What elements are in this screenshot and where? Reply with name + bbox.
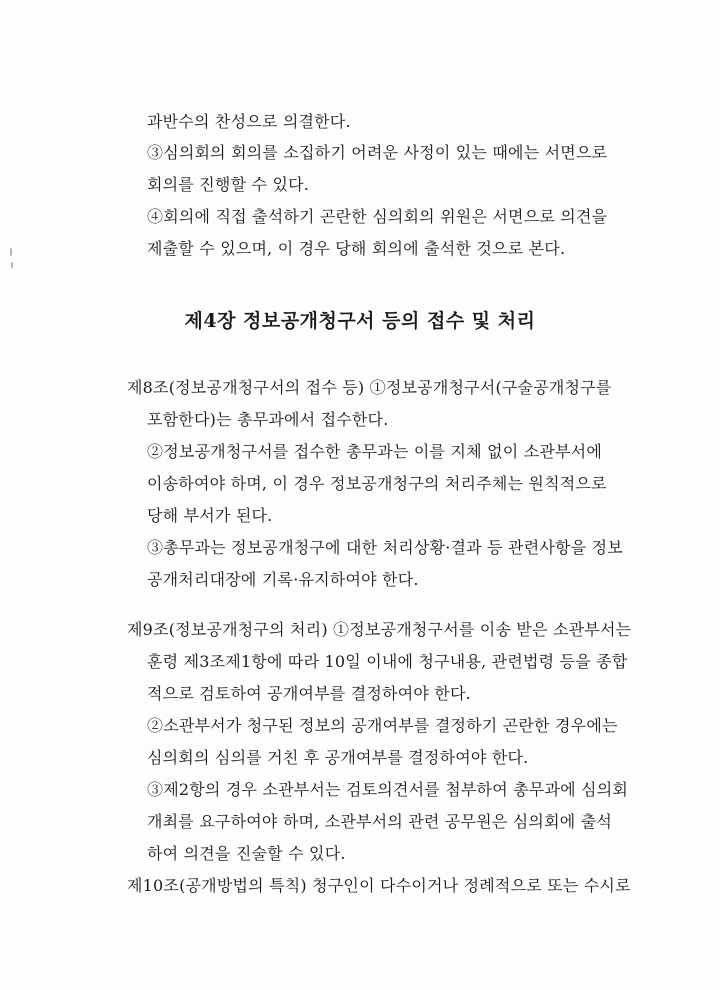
article-8-line: ②정보공개청구서를 접수한 총무과는 이를 지체 없이 소관부서에 bbox=[147, 442, 602, 461]
article-9-line: 적으로 검토하여 공개여부를 결정하여야 한다. bbox=[147, 684, 471, 703]
article-10-line: 제10조(공개방법의 특칙) 청구인이 다수이거나 정례적으로 또는 수시로 bbox=[127, 876, 631, 895]
text-line: 제출할 수 있으며, 이 경우 당해 회의에 출석한 것으로 본다. bbox=[147, 239, 566, 258]
text-line: ④회의에 직접 출석하기 곤란한 심의회의 위원은 서면으로 의견을 bbox=[147, 207, 608, 226]
article-8-line: 포함한다)는 총무과에서 접수한다. bbox=[147, 410, 389, 429]
article-9-line: 하여 의견을 진술할 수 있다. bbox=[147, 844, 346, 863]
article-8-line: 제8조(정보공개청구서의 접수 등) ①정보공개청구서(구술공개청구를 bbox=[127, 378, 612, 397]
article-8-line: 공개처리대장에 기록·유지하여야 한다. bbox=[147, 570, 419, 589]
chapter-heading: 제4장 정보공개청구서 등의 접수 및 처리 bbox=[184, 310, 536, 332]
text-line: 회의를 진행할 수 있다. bbox=[147, 175, 310, 194]
text-line: ③심의회의 회의를 소집하기 어려운 사정이 있는 때에는 서면으로 bbox=[147, 143, 608, 162]
article-9-line: 개최를 요구하여야 하며, 소관부서의 관련 공무원은 심의회에 출석 bbox=[147, 812, 613, 831]
article-9-line: ②소관부서가 청구된 정보의 공개여부를 결정하기 곤란한 경우에는 bbox=[147, 716, 618, 735]
article-9-line: 심의회의 심의를 거친 후 공개여부를 결정하여야 한다. bbox=[147, 748, 529, 767]
text-line: 과반수의 찬성으로 의결한다. bbox=[147, 112, 351, 131]
scan-speck bbox=[11, 262, 13, 268]
article-9-line: ③제2항의 경우 소관부서는 검토의견서를 첨부하여 총무과에 심의회 bbox=[147, 780, 629, 799]
scan-speck bbox=[10, 248, 12, 256]
article-8-line: ③총무과는 정보공개청구에 대한 처리상황·결과 등 관련사항을 정보 bbox=[147, 538, 623, 557]
article-8-line: 이송하여야 하며, 이 경우 정보공개청구의 처리주체는 원칙적으로 bbox=[147, 474, 607, 493]
article-9-line: 훈령 제3조제1항에 따라 10일 이내에 청구내용, 관련법령 등을 종합 bbox=[147, 652, 628, 671]
article-9-line: 제9조(정보공개청구의 처리) ①정보공개청구서를 이송 받은 소관부서는 bbox=[127, 620, 632, 639]
article-8-line: 당해 부서가 된다. bbox=[147, 506, 273, 525]
